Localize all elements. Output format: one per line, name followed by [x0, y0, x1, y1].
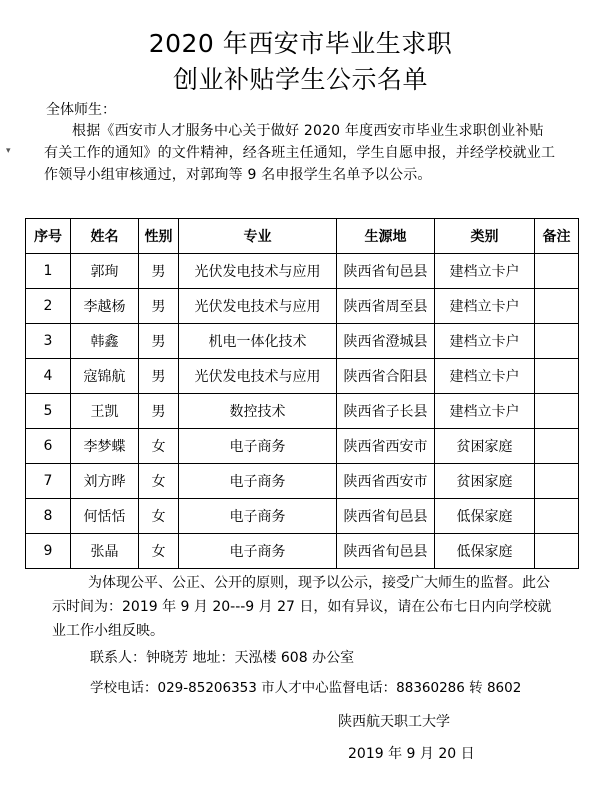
cell-remarks	[535, 359, 579, 394]
closing-paragraph: 为体现公平、公正、公开的原则，现予以公示，接受广大师生的监督。此公示时间为：2019 年 9 月 20---9 月 27 日，如有异议，请在公布七日内向学校就业工作小组反映。	[52, 575, 552, 639]
cell-index: 9	[26, 534, 71, 569]
cell-origin: 陕西省西安市	[337, 464, 435, 499]
col-header-remarks: 备注	[535, 219, 579, 254]
organization-name: 陕西航天职工大学	[338, 714, 450, 730]
title-line-2: 创业补贴学生公示名单	[172, 65, 428, 94]
cell-name: 何恬恬	[71, 499, 139, 534]
cell-major: 电子商务	[179, 534, 337, 569]
cell-category: 建档立卡户	[435, 254, 535, 289]
cell-major: 机电一体化技术	[179, 324, 337, 359]
table-header-row	[26, 219, 579, 254]
cell-index: 2	[26, 289, 71, 324]
cell-origin: 陕西省周至县	[337, 289, 435, 324]
cell-category: 建档立卡户	[435, 289, 535, 324]
intro-paragraph: 根据《西安市人才服务中心关于做好 2020 年度西安市毕业生求职创业补贴有关工作的通知》的文件精神，经各班主任通知，学生自愿申报，并经学校就业工作领导小组审核通过，对郭珣等 9 名申报学生名单予以公示。	[44, 123, 556, 183]
cell-name: 郭珣	[71, 254, 139, 289]
cell-gender: 男	[139, 324, 179, 359]
col-header-origin: 生源地	[337, 219, 435, 254]
table-row	[26, 464, 579, 499]
cell-origin: 陕西省子长县	[337, 394, 435, 429]
issue-date: 2019 年 9 月 20 日	[348, 746, 475, 762]
cell-remarks	[535, 464, 579, 499]
cell-gender: 女	[139, 429, 179, 464]
cell-name: 李越杨	[71, 289, 139, 324]
table-row	[26, 499, 579, 534]
cell-index: 5	[26, 394, 71, 429]
contact-line: 联系人：钟晓芳 地址：天泓楼 608 办公室	[90, 650, 355, 666]
cell-category: 建档立卡户	[435, 324, 535, 359]
table-row	[26, 254, 579, 289]
cell-category: 贫困家庭	[435, 464, 535, 499]
cell-remarks	[535, 534, 579, 569]
cell-remarks	[535, 429, 579, 464]
cell-origin: 陕西省旬邑县	[337, 254, 435, 289]
cell-major: 电子商务	[179, 464, 337, 499]
cell-name: 王凯	[71, 394, 139, 429]
table-row	[26, 429, 579, 464]
cell-index: 1	[26, 254, 71, 289]
table-row	[26, 359, 579, 394]
phone-line: 学校电话：029-85206353 市人才中心监督电话：88360286 转 8602	[90, 680, 522, 696]
cell-index: 8	[26, 499, 71, 534]
col-header-index: 序号	[26, 219, 71, 254]
cell-name: 寇锦航	[71, 359, 139, 394]
cell-major: 光伏发电技术与应用	[179, 254, 337, 289]
cell-remarks	[535, 394, 579, 429]
cell-index: 7	[26, 464, 71, 499]
cell-major: 光伏发电技术与应用	[179, 359, 337, 394]
col-header-category: 类别	[435, 219, 535, 254]
table-row	[26, 324, 579, 359]
col-header-major: 专业	[179, 219, 337, 254]
cell-category: 低保家庭	[435, 534, 535, 569]
cell-name: 张晶	[71, 534, 139, 569]
cell-remarks	[535, 499, 579, 534]
cell-major: 数控技术	[179, 394, 337, 429]
cell-gender: 男	[139, 254, 179, 289]
cell-remarks	[535, 324, 579, 359]
cell-index: 4	[26, 359, 71, 394]
cell-category: 建档立卡户	[435, 359, 535, 394]
cell-gender: 女	[139, 464, 179, 499]
cell-name: 刘方晔	[71, 464, 139, 499]
cell-name: 韩鑫	[71, 324, 139, 359]
table-row	[26, 289, 579, 324]
cell-gender: 女	[139, 534, 179, 569]
cell-major: 电子商务	[179, 499, 337, 534]
cell-major: 光伏发电技术与应用	[179, 289, 337, 324]
cell-remarks	[535, 254, 579, 289]
salutation: 全体师生：	[46, 102, 116, 118]
cell-gender: 男	[139, 289, 179, 324]
cell-category: 贫困家庭	[435, 429, 535, 464]
cell-gender: 男	[139, 394, 179, 429]
cell-origin: 陕西省旬邑县	[337, 499, 435, 534]
cell-origin: 陕西省西安市	[337, 429, 435, 464]
cell-origin: 陕西省旬邑县	[337, 534, 435, 569]
cell-major: 电子商务	[179, 429, 337, 464]
margin-marker-icon: ▾	[6, 146, 11, 156]
cell-gender: 男	[139, 359, 179, 394]
cell-origin: 陕西省澄城县	[337, 324, 435, 359]
cell-index: 3	[26, 324, 71, 359]
cell-origin: 陕西省合阳县	[337, 359, 435, 394]
table-row	[26, 394, 579, 429]
col-header-gender: 性别	[139, 219, 179, 254]
cell-index: 6	[26, 429, 71, 464]
title-line-1: 2020 年西安市毕业生求职	[148, 29, 453, 58]
student-table	[25, 218, 579, 569]
col-header-name: 姓名	[71, 219, 139, 254]
cell-remarks	[535, 289, 579, 324]
table-row	[26, 534, 579, 569]
cell-gender: 女	[139, 499, 179, 534]
cell-category: 建档立卡户	[435, 394, 535, 429]
cell-name: 李梦蝶	[71, 429, 139, 464]
cell-category: 低保家庭	[435, 499, 535, 534]
